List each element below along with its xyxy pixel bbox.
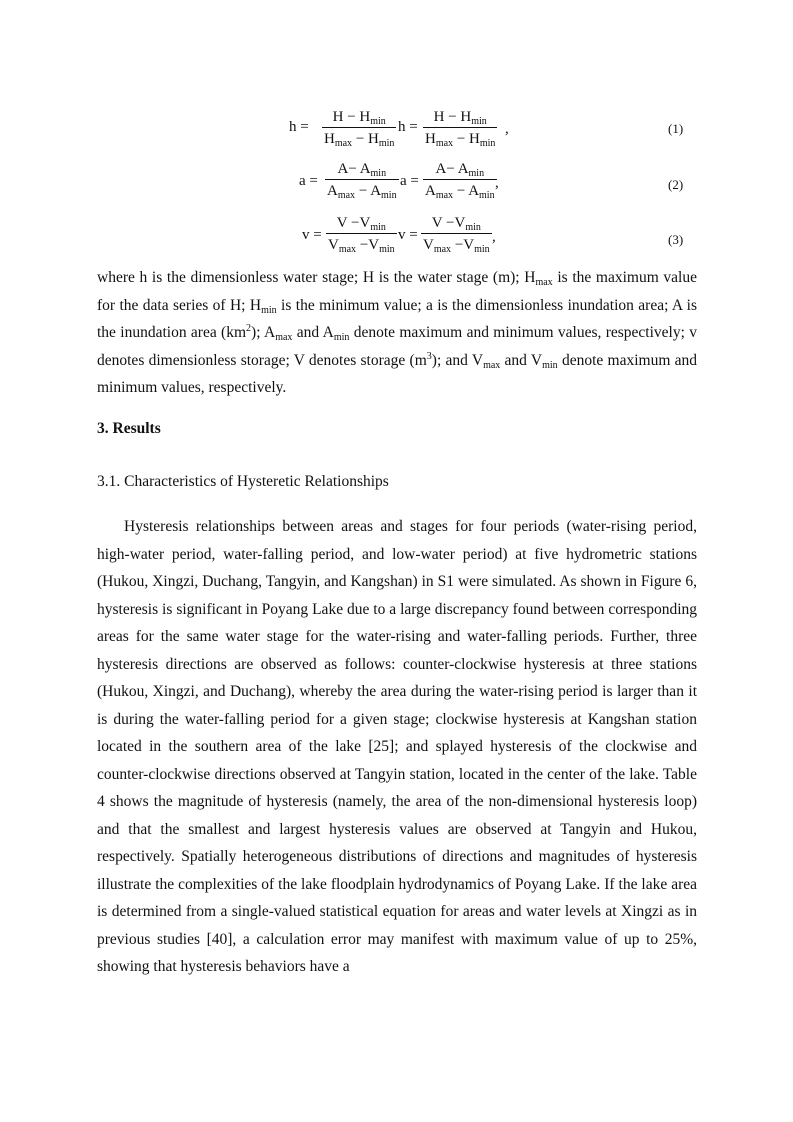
equation-3-fraction-a: $V -V_{min}$ $V_{max} -V_{min}$ [328,215,395,255]
equation-2-lhs: a = [299,173,318,189]
equation-1-number: (1) [668,121,684,136]
equation-2-mid: a = [400,173,419,189]
equation-3-mid: v = [398,227,418,243]
equation-3-lhs: v = [302,227,322,243]
section-heading: 3. Results [97,420,161,437]
equation-3 [0,214,793,264]
equation-1-fraction-b: $H - H_{min}$ $H_{max} - H_{min}$ [425,109,496,149]
equation-1 [0,108,793,158]
equation-2-fraction-b: $A- A_{min}$ $A_{max} - A_{min}$ [425,161,495,201]
equation-1-comma: , [505,121,509,137]
equation-3-number: (3) [668,232,684,247]
equation-1-mid: h = [398,119,418,135]
variable-definitions-paragraph: where h is the dimensionless water stage; H is the water stage (m); $H_{max}$ is the maximum value for the data series of H; $H_{min}$ is the minimum value; a is the dimensionless inundation area; A is the inundation area $(km^2)$; $A_{max}$ and $A_{min}$ denote maximum and minimum values, respectively; v denotes dimensionless storage; V denotes storage $(m^3)$; and $V_{max}$ and $V_{min}$ denote maximum and minimum values, respectively. [97,269,698,396]
results-body-paragraph: Hysteresis relationships between areas and stages for four periods (water-rising period, high-water period, water-falling period, and low-water period) at five hydrometric stations (Hukou, Xingzi, Duchang, Tangyin, and Kangshan) in S1 were simulated. As shown in Figure 6, hysteresis is significant in Poyang Lake due to a large discrepancy found between corresponding areas for the same water stage for the water-rising and water-falling periods. Further, three hysteresis directions are observed as follows: counter-clockwise hysteresis at three stations (Hukou, Xingzi, and Duchang), whereby the area during the water-rising period is larger than it is during the water-falling period for a given stage; clockwise hysteresis at Kangshan station located in the southern area of the lake [25]; and splayed hysteresis of the clockwise and counter-clockwise directions observed at Tangyin station, located in the center of the lake. Table 4 shows the magnitude of hysteresis (namely, the area of the non-dimensional hysteresis loop) and that the smallest and largest hysteresis values are observed at Tangyin and Hukou, respectively. Spatially heterogeneous distributions of directions and magnitudes of hysteresis illustrate the complexities of the lake floodplain hydrodynamics of Poyang Lake. If the lake area is determined from a single-valued statistical equation for areas and water levels at Xingzi as in previous studies [40], a calculation error may manifest with maximum value of up to 25%, showing that hysteresis behaviors have a [97,518,697,975]
equation-1-fraction-a: $H - H_{min}$ $H_{max} - H_{min}$ [324,109,395,149]
equation-2-number: (2) [668,177,684,192]
equation-3-fraction-b: $V -V_{min}$ $V_{max} -V_{min}$ [423,215,490,255]
equation-2 [0,160,793,210]
equation-1-lhs: h = [289,119,309,135]
equation-2-fraction-a: $A- A_{min}$ $A_{max} - A_{min}$ [327,161,397,201]
subsection-heading: 3.1. Characteristics of Hysteretic Relationships [97,473,389,490]
equation-3-comma: , [492,229,496,245]
equation-2-comma: , [495,175,499,191]
